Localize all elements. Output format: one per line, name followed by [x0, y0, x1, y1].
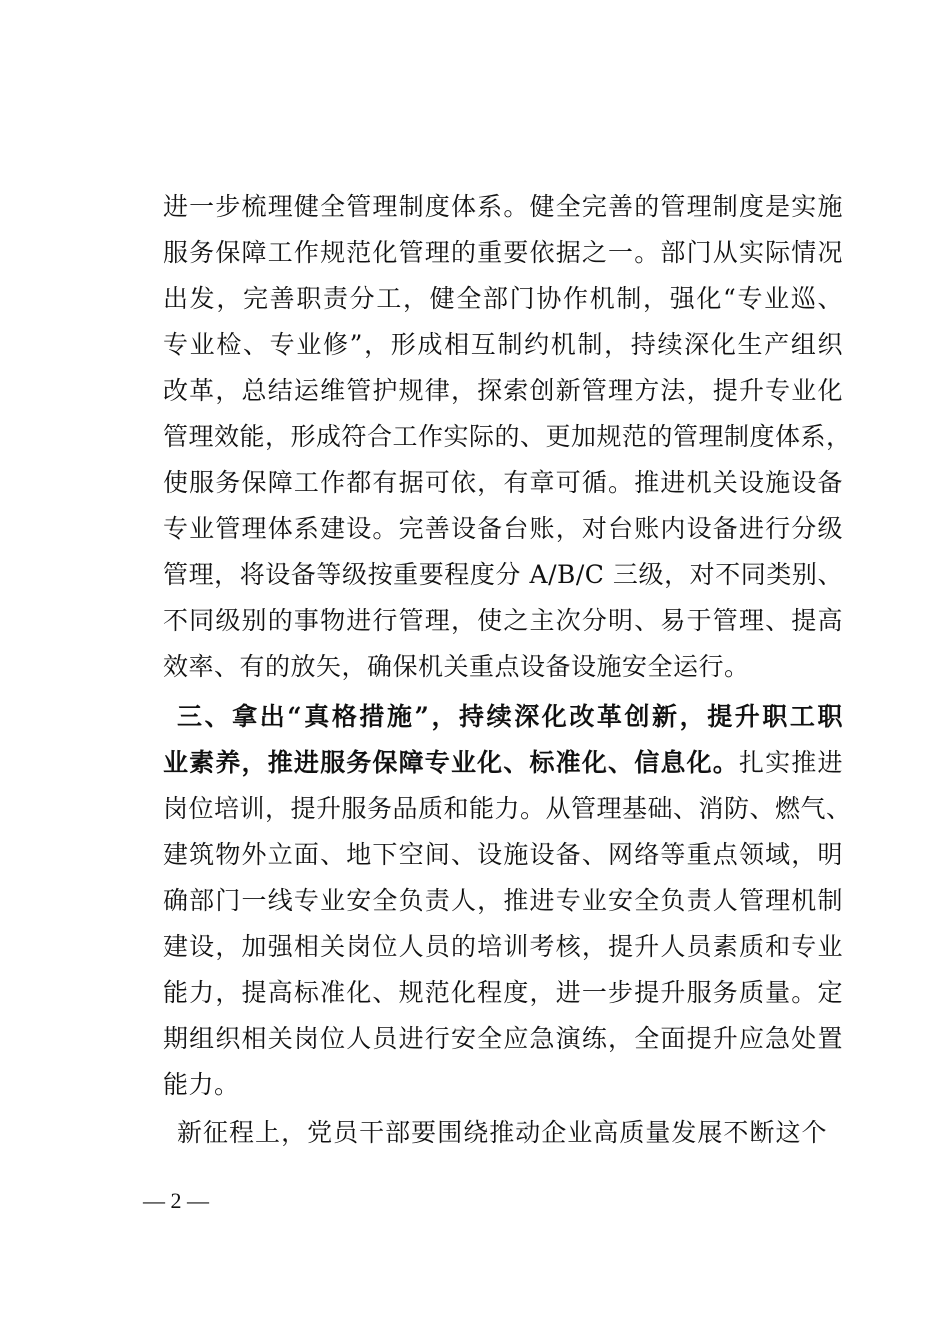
- paragraph-line: 改革，总结运维管护规律，探索创新管理方法，提升专业化: [163, 376, 843, 405]
- paragraph-line: 不同级别的事物进行管理，使之主次分明、易于管理、提高: [163, 606, 843, 635]
- paragraph-line: 使服务保障工作都有据可依，有章可循。推进机关设施设备: [163, 468, 843, 497]
- page-number: — 2 —: [143, 1188, 209, 1213]
- section-heading-continuation: [163, 740, 843, 786]
- paragraph-line: 服务保障工作规范化管理的重要依据之一。部门从实际情况: [163, 238, 843, 267]
- paragraph-line: 能力。: [163, 1070, 240, 1099]
- paragraph-text: 扎实推进: [738, 748, 843, 777]
- paragraph-line: 进一步梳理健全管理制度体系。健全完善的管理制度是实施: [163, 192, 843, 221]
- paragraph-line: 期组织相关岗位人员进行安全应急演练，全面提升应急处置: [163, 1024, 843, 1053]
- paragraph-line: 建设，加强相关岗位人员的培训考核，提升人员素质和专业: [163, 932, 843, 961]
- section-heading: 三、拿出“真格措施”，持续深化改革创新，提升职工职: [177, 702, 843, 731]
- paragraph-line: 新征程上，党员干部要围绕推动企业高质量发展不断这个: [177, 1118, 827, 1147]
- paragraph-line: 建筑物外立面、地下空间、设施设备、网络等重点领域，明: [163, 840, 843, 869]
- paragraph-line: 效率、有的放矢，确保机关重点设备设施安全运行。: [163, 652, 750, 681]
- paragraph-line: 确部门一线专业安全负责人，推进专业安全负责人管理机制: [163, 886, 843, 915]
- paragraph-line: 专业管理体系建设。完善设备台账，对台账内设备进行分级: [163, 514, 843, 543]
- paragraph-line: 专业检、专业修”，形成相互制约机制，持续深化生产组织: [163, 330, 843, 359]
- paragraph-line: 出发，完善职责分工，健全部门协作机制，强化“专业巡、: [163, 284, 843, 313]
- paragraph-line: 岗位培训，提升服务品质和能力。从管理基础、消防、燃气、: [163, 794, 852, 823]
- paragraph-line: 管理效能，形成符合工作实际的、更加规范的管理制度体系，: [163, 422, 852, 451]
- paragraph-line: 管理，将设备等级按重要程度分 A/B/C 三级，对不同类别、: [163, 560, 843, 589]
- section-heading-bold: 业素养，推进服务保障专业化、标准化、信息化。: [163, 748, 739, 777]
- paragraph-line: 能力，提高标准化、规范化程度，进一步提升服务质量。定: [163, 978, 843, 1007]
